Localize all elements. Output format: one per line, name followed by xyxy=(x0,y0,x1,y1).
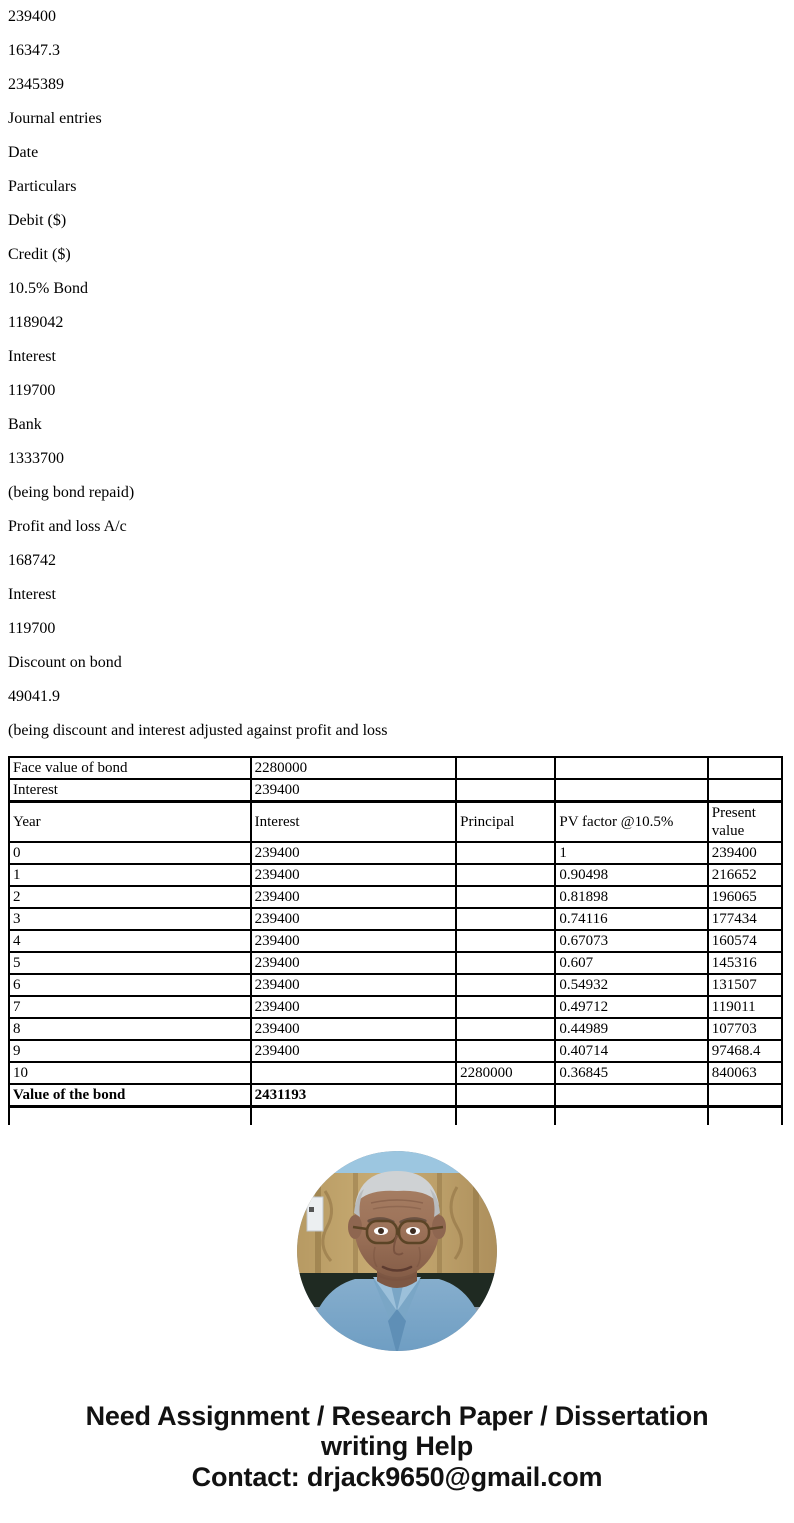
paragraph: Debit ($) xyxy=(8,212,67,229)
table-header-row xyxy=(9,801,782,842)
paragraph: (being discount and interest adjusted against profit and loss xyxy=(8,722,388,739)
cell-empty xyxy=(456,757,555,779)
cell-present-value: 177434 xyxy=(708,908,782,930)
paragraph: Journal entries xyxy=(8,110,102,127)
cell-principal xyxy=(456,864,555,886)
cell-year: 4 xyxy=(9,930,251,952)
cell-principal xyxy=(456,842,555,864)
cell-pv-factor: 0.36845 xyxy=(555,1062,707,1084)
cell-year: 5 xyxy=(9,952,251,974)
cell-present-value: 239400 xyxy=(708,842,782,864)
table-row xyxy=(9,1040,782,1062)
cell-empty xyxy=(708,757,782,779)
cell-principal xyxy=(456,1018,555,1040)
promo-contact: Contact: drjack9650@gmail.com xyxy=(191,1462,603,1492)
cell-pv-factor: 0.40714 xyxy=(555,1040,707,1062)
cell-interest: 239400 xyxy=(251,886,457,908)
cell-interest: 239400 xyxy=(251,1018,457,1040)
table-row-face-value xyxy=(9,757,782,779)
cell-label: Face value of bond xyxy=(9,757,251,779)
portrait-container xyxy=(0,1151,794,1351)
table-row-total xyxy=(9,1084,782,1106)
cell-pv-factor: 0.54932 xyxy=(555,974,707,996)
cell-year: 2 xyxy=(9,886,251,908)
cell-pv-factor: 0.49712 xyxy=(555,996,707,1018)
cell-interest: 239400 xyxy=(251,996,457,1018)
paragraph: 2345389 xyxy=(8,76,64,93)
promo-line-2: writing Help xyxy=(320,1431,474,1461)
cell-principal xyxy=(456,1040,555,1062)
cell-empty xyxy=(555,1106,707,1125)
cell-principal xyxy=(456,886,555,908)
cell-interest: 239400 xyxy=(251,1040,457,1062)
cell-year: 3 xyxy=(9,908,251,930)
column-header-year: Year xyxy=(9,801,251,842)
cell-year: 10 xyxy=(9,1062,251,1084)
paragraph: Credit ($) xyxy=(8,246,71,263)
cell-year: 8 xyxy=(9,1018,251,1040)
paragraph: Profit and loss A/c xyxy=(8,518,127,535)
cell-present-value: 145316 xyxy=(708,952,782,974)
bond-valuation-table-wrapper xyxy=(0,756,794,1125)
cell-pv-factor: 0.44989 xyxy=(555,1018,707,1040)
cell-principal xyxy=(456,952,555,974)
paragraph: 1189042 xyxy=(8,314,64,331)
cell-present-value: 97468.4 xyxy=(708,1040,782,1062)
cell-total-value: 2431193 xyxy=(251,1084,457,1106)
cell-interest: 239400 xyxy=(251,952,457,974)
cell-total-label: Value of the bond xyxy=(9,1084,251,1106)
paragraph: 16347.3 xyxy=(8,42,60,59)
cell-interest: 239400 xyxy=(251,974,457,996)
cell-principal xyxy=(456,930,555,952)
portrait-illustration xyxy=(297,1151,497,1351)
paragraph: (being bond repaid) xyxy=(8,484,135,501)
cell-year: 7 xyxy=(9,996,251,1018)
cell-empty xyxy=(555,1084,707,1106)
cell-pv-factor: 0.67073 xyxy=(555,930,707,952)
cell-interest xyxy=(251,1062,457,1084)
cell-interest: 239400 xyxy=(251,842,457,864)
table-row xyxy=(9,908,782,930)
cell-principal: 2280000 xyxy=(456,1062,555,1084)
table-row xyxy=(9,886,782,908)
column-header-interest: Interest xyxy=(251,801,457,842)
cell-value: 2280000 xyxy=(251,757,457,779)
table-row xyxy=(9,952,782,974)
column-header-pv-factor: PV factor @10.5% xyxy=(555,801,707,842)
cell-empty xyxy=(555,779,707,801)
paragraph: Interest xyxy=(8,348,56,365)
cell-empty xyxy=(456,1084,555,1106)
table-row xyxy=(9,974,782,996)
cell-empty xyxy=(708,779,782,801)
cell-interest: 239400 xyxy=(251,930,457,952)
table-row xyxy=(9,1018,782,1040)
cell-pv-factor: 0.607 xyxy=(555,952,707,974)
paragraph: 119700 xyxy=(8,620,56,637)
cell-empty xyxy=(555,757,707,779)
cell-present-value: 840063 xyxy=(708,1062,782,1084)
cell-year: 6 xyxy=(9,974,251,996)
cell-pv-factor: 0.90498 xyxy=(555,864,707,886)
cell-empty xyxy=(456,779,555,801)
cell-present-value: 160574 xyxy=(708,930,782,952)
cell-empty xyxy=(708,1084,782,1106)
cell-pv-factor: 1 xyxy=(555,842,707,864)
cell-label: Interest xyxy=(9,779,251,801)
table-row-clipped xyxy=(9,1106,782,1125)
cell-present-value: 107703 xyxy=(708,1018,782,1040)
cell-principal xyxy=(456,908,555,930)
cell-pv-factor: 0.74116 xyxy=(555,908,707,930)
paragraph: Bank xyxy=(8,416,42,433)
table-row xyxy=(9,996,782,1018)
paragraph: 168742 xyxy=(8,552,56,569)
cell-year: 0 xyxy=(9,842,251,864)
paragraph: 49041.9 xyxy=(8,688,60,705)
cell-year: 9 xyxy=(9,1040,251,1062)
paragraph: Date xyxy=(8,144,39,161)
paragraph-list xyxy=(0,0,794,740)
table-row xyxy=(9,1062,782,1084)
cell-principal xyxy=(456,996,555,1018)
paragraph: Discount on bond xyxy=(8,654,122,671)
paragraph: 119700 xyxy=(8,382,56,399)
promo-banner xyxy=(0,1401,794,1492)
column-header-present-value: Present value xyxy=(708,801,782,842)
paragraph: 239400 xyxy=(8,8,56,25)
cell-value: 239400 xyxy=(251,779,457,801)
paragraph: 1333700 xyxy=(8,450,64,467)
cell-interest: 239400 xyxy=(251,864,457,886)
table-row xyxy=(9,930,782,952)
cell-present-value: 216652 xyxy=(708,864,782,886)
cell-empty xyxy=(708,1106,782,1125)
paragraph: 10.5% Bond xyxy=(8,280,88,297)
cell-principal xyxy=(456,974,555,996)
cell-present-value: 119011 xyxy=(708,996,782,1018)
avatar xyxy=(297,1151,497,1351)
cell-empty xyxy=(9,1106,251,1125)
cell-pv-factor: 0.81898 xyxy=(555,886,707,908)
cell-present-value: 196065 xyxy=(708,886,782,908)
table-row xyxy=(9,842,782,864)
table-row xyxy=(9,864,782,886)
table-row-interest xyxy=(9,779,782,801)
column-header-principal: Principal xyxy=(456,801,555,842)
cell-present-value: 131507 xyxy=(708,974,782,996)
cell-year: 1 xyxy=(9,864,251,886)
promo-line-1: Need Assignment / Research Paper / Dissertation xyxy=(85,1401,709,1431)
paragraph: Interest xyxy=(8,586,56,603)
bond-valuation-table xyxy=(8,756,783,1125)
cell-empty xyxy=(251,1106,457,1125)
cell-empty xyxy=(456,1106,555,1125)
cell-interest: 239400 xyxy=(251,908,457,930)
paragraph: Particulars xyxy=(8,178,77,195)
